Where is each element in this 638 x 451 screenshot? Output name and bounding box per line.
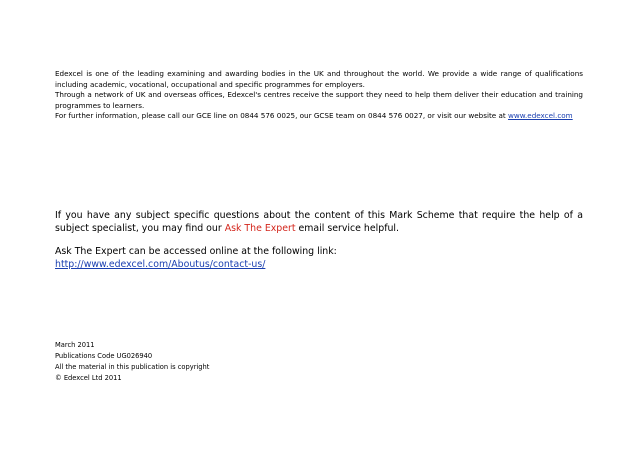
copyright-notice: All the material in this publication is copyright [55,363,210,371]
publication-date: March 2011 [55,341,95,349]
copyright-owner: © Edexcel Ltd 2011 [55,374,122,382]
expert-intro-paragraph [55,209,583,235]
intro-section [55,69,583,122]
expert-text-after: email service helpful. [298,223,400,234]
website-link[interactable]: www.edexcel.com [508,111,573,121]
publication-footer [55,340,583,384]
publications-code: Publications Code UG026940 [55,352,153,360]
intro-paragraph-network: Through a network of UK and overseas offices, Edexcel's centres receive the support they need to help them deliver their education and training programmes to learners. [55,90,583,110]
contact-info-text: For further information, please call our GCE line on 0844 576 0025, our GCSE team on 0844 576 0027, or visit our website at [55,111,506,121]
ask-the-expert-highlight: Ask The Expert [224,223,296,234]
expert-access-paragraph [55,245,583,271]
expert-text-before: If you have any subject specific questions about the content of this Mark Scheme that require the help of a subject specialist, you may find our [55,210,583,234]
contact-us-link[interactable]: http://www.edexcel.com/Aboutus/contact-us/ [55,259,266,270]
intro-paragraph-about: Edexcel is one of the leading examining and awarding bodies in the UK and throughout the world. We provide a wide range of qualifications including academic, vocational, occupational and specific programmes for employers. [55,69,583,89]
ask-the-expert-section [55,209,583,271]
intro-paragraph-contact [55,111,583,122]
expert-access-text: Ask The Expert can be accessed online at the following link: [55,246,337,257]
